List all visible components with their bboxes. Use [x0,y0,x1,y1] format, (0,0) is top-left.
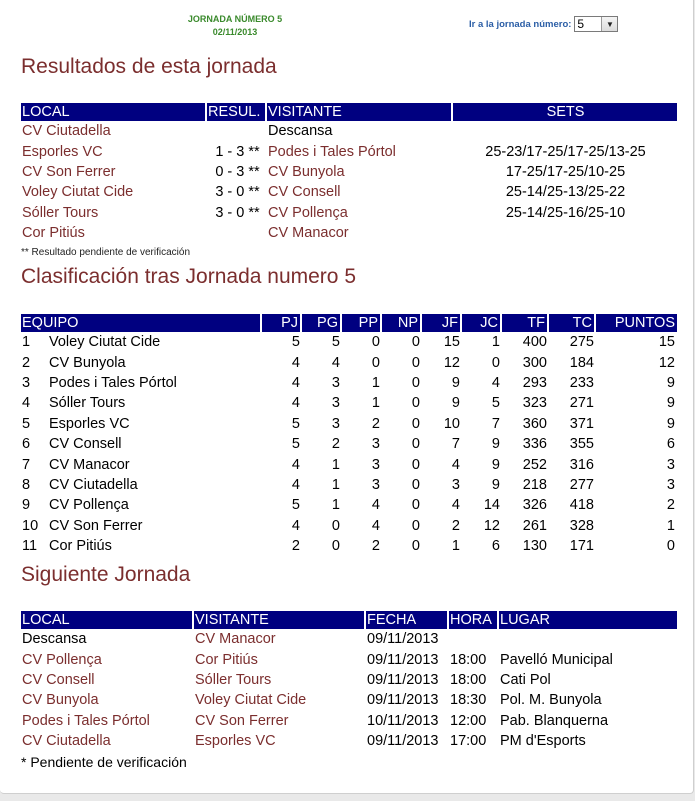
standings-row [21,536,677,556]
standing-position: 8 [22,476,31,493]
standing-tc: 233 [569,374,594,391]
standings-col-np: NP [382,314,422,332]
standing-tf: 400 [522,334,547,351]
standing-pg: 1 [331,456,340,473]
standings-row [21,454,677,474]
standing-pp: 1 [371,395,380,412]
next-time: 18:30 [450,692,487,709]
standing-np: 0 [411,517,420,534]
standing-position: 10 [22,517,39,534]
chevron-down-icon[interactable]: ▼ [601,17,617,31]
standing-team: CV Son Ferrer [49,517,143,534]
results-table [21,103,677,243]
standing-tc: 275 [569,334,594,351]
standings-row [21,516,677,536]
standing-pp: 4 [371,497,380,514]
standing-tf: 218 [522,476,547,493]
result-visitor-team-link[interactable]: CV Bunyola [268,163,345,180]
results-row [21,223,677,243]
standings-row [21,352,677,372]
standing-tf: 261 [522,517,547,534]
standing-position: 1 [22,334,31,351]
standing-pg: 3 [331,415,340,432]
standing-points: 9 [666,374,675,391]
standing-jf: 9 [451,374,460,391]
standing-jc: 0 [491,354,500,371]
next-place: PM d'Esports [500,733,586,750]
result-sets [453,121,677,141]
results-header-row [21,103,677,121]
standing-pg: 1 [331,476,340,493]
results-col-local: LOCAL [21,103,207,121]
standings-header-row [21,314,677,332]
next-row [21,690,677,710]
standing-tc: 271 [569,395,594,412]
standings-col-pj: PJ [262,314,302,332]
standing-jf: 12 [443,354,460,371]
standing-jf: 4 [451,497,460,514]
result-visitor-team-link[interactable]: CV Consell [268,184,341,201]
standing-np: 0 [411,395,420,412]
next-col-local: LOCAL [21,611,194,629]
next-row [21,731,677,751]
next-row [21,629,677,649]
standing-pg: 3 [331,374,340,391]
standings-title: Clasificación tras Jornada numero 5 [21,265,356,288]
standings-col-jc: JC [462,314,502,332]
standing-pj: 2 [291,538,300,555]
next-local-team-link[interactable]: CV Bunyola [22,692,99,709]
standing-points: 6 [666,436,675,453]
result-score: 3 - 0 ** [215,184,260,201]
standings-row [21,475,677,495]
next-time: 18:00 [450,651,487,668]
next-date: 10/11/2013 [367,712,439,729]
next-row [21,670,677,690]
next-header-row [21,611,677,629]
standing-position: 3 [22,374,31,391]
standing-np: 0 [411,538,420,555]
standing-tc: 371 [569,415,594,432]
standing-position: 11 [22,538,38,555]
next-col-date: FECHA [366,611,449,629]
result-visitor-text: Descansa [268,123,333,140]
standing-pg: 2 [331,436,340,453]
standing-pp: 3 [371,456,380,473]
standing-jc: 4 [491,374,500,391]
standing-tc: 277 [569,476,594,493]
next-time: 17:00 [450,733,487,750]
jornada-heading [150,13,320,39]
standing-tf: 323 [522,395,547,412]
standings-row [21,332,677,352]
standing-pj: 4 [291,354,300,371]
next-local-team-link[interactable]: CV Consell [22,671,95,688]
standing-pp: 1 [371,374,380,391]
standing-jc: 14 [483,497,500,514]
standing-np: 0 [411,374,420,391]
standing-pj: 4 [291,517,300,534]
standings-row [21,414,677,434]
standing-position: 6 [22,436,31,453]
jornada-date: 02/11/2013 [212,27,258,37]
next-time [449,629,499,649]
next-date: 09/11/2013 [367,692,439,709]
next-date: 09/11/2013 [367,631,439,648]
standing-jf: 7 [451,436,460,453]
result-score: 3 - 0 ** [215,204,260,221]
standing-pg: 1 [331,497,340,514]
standing-points: 3 [666,456,675,473]
results-row [21,203,677,223]
standing-pp: 3 [371,476,380,493]
standing-team: CV Manacor [49,456,130,473]
next-date: 09/11/2013 [367,733,439,750]
standing-tc: 328 [569,517,594,534]
standing-tf: 360 [522,415,547,432]
next-visitor-team-link[interactable]: CV Son Ferrer [195,712,289,729]
next-visitor-team-link[interactable]: Esporles VC [195,733,276,750]
results-col-sets: SETS [453,103,677,121]
next-local-text: Descansa [22,631,87,648]
standing-position: 9 [22,497,31,514]
result-sets: 17-25/17-25/10-25 [505,163,626,180]
results-col-result: RESUL. [207,103,267,121]
standing-pj: 4 [291,456,300,473]
result-visitor-team-link[interactable]: CV Pollença [268,204,348,221]
standing-tc: 355 [569,436,594,453]
result-sets: 25-14/25-13/25-22 [505,184,626,201]
results-title: Resultados de esta jornada [21,55,277,78]
standing-team: Sóller Tours [49,395,126,412]
standing-pj: 5 [291,497,300,514]
next-row [21,649,677,669]
jornada-select-value: 5 [577,17,585,31]
standing-jc: 5 [491,395,500,412]
standing-tf: 293 [522,374,547,391]
next-date: 09/11/2013 [367,651,439,668]
standing-points: 9 [666,395,675,412]
next-col-visitor: VISITANTE [194,611,366,629]
standing-tf: 326 [522,497,547,514]
result-visitor-team-link[interactable]: Podes i Tales Pórtol [268,143,396,160]
jornada-jump-label: Ir a la jornada número: [469,18,572,30]
standings-col-team: EQUIPO [21,314,262,332]
next-visitor-team-link[interactable]: Voley Ciutat Cide [195,692,307,709]
standing-pp: 4 [371,517,380,534]
standing-team: CV Pollença [49,497,129,514]
standing-points: 15 [658,334,675,351]
result-score: 0 - 3 ** [215,163,260,180]
standing-jc: 12 [483,517,500,534]
standing-tc: 171 [569,538,594,555]
standing-team: Podes i Tales Pórtol [49,374,177,391]
result-local-team-link[interactable]: CV Ciutadella [22,123,111,140]
standing-jf: 15 [443,334,460,351]
standings-col-tf: TF [502,314,549,332]
standing-jc: 7 [491,415,500,432]
standing-team: Voley Ciutat Cide [49,334,161,351]
standing-position: 4 [22,395,31,412]
standing-position: 5 [22,415,31,432]
next-place [499,629,677,649]
standings-table [21,314,677,556]
result-score [207,121,267,141]
standing-pj: 4 [291,476,300,493]
results-row [21,182,677,202]
standing-team: CV Consell [49,436,122,453]
result-score [207,223,267,243]
next-place: Pol. M. Bunyola [500,692,602,709]
standing-position: 7 [22,456,31,473]
standing-team: Esporles VC [49,415,130,432]
result-visitor-team-link[interactable]: CV Manacor [268,225,349,242]
result-local-team-link[interactable]: Cor Pitiús [22,225,85,242]
standing-pj: 4 [291,395,300,412]
standing-points: 0 [666,538,675,555]
results-row [21,162,677,182]
standing-jc: 9 [491,456,500,473]
next-local-team-link[interactable]: Podes i Tales Pórtol [22,712,150,729]
standing-jf: 10 [443,415,460,432]
next-table [21,611,677,751]
next-col-time: HORA [449,611,499,629]
standings-col-jf: JF [422,314,462,332]
jornada-number: JORNADA NÚMERO 5 [187,14,283,24]
standing-pj: 5 [291,415,300,432]
standings-col-pp: PP [342,314,382,332]
standings-row [21,393,677,413]
standing-np: 0 [411,476,420,493]
standings-row [21,495,677,515]
next-local-team-link[interactable]: CV Ciutadella [22,733,111,750]
jornada-jump [469,15,618,33]
standing-jf: 1 [451,538,460,555]
standing-tc: 184 [569,354,594,371]
standing-np: 0 [411,456,420,473]
result-sets [453,223,677,243]
result-score: 1 - 3 ** [215,143,260,160]
standing-tc: 418 [569,497,594,514]
jornada-select[interactable] [574,16,618,32]
standing-team: Cor Pitiús [49,538,112,555]
standing-points: 2 [666,497,675,514]
next-row [21,711,677,731]
results-row [21,121,677,141]
next-date: 09/11/2013 [367,671,439,688]
standing-pp: 0 [371,354,380,371]
standings-row [21,373,677,393]
standing-pj: 5 [291,436,300,453]
standing-tf: 252 [522,456,547,473]
standing-np: 0 [411,334,420,351]
result-sets: 25-23/17-25/17-25/13-25 [485,143,646,160]
results-note: ** Resultado pendiente de verificación [21,247,190,258]
standing-np: 0 [411,354,420,371]
standing-pg: 4 [331,354,340,371]
standing-jf: 4 [451,456,460,473]
standing-pj: 5 [291,334,300,351]
standing-pp: 2 [371,538,380,555]
next-visitor-team-link[interactable]: Cor Pitiús [195,651,258,668]
standing-points: 1 [666,517,675,534]
standing-np: 0 [411,497,420,514]
standing-np: 0 [411,436,420,453]
standing-pg: 0 [331,517,340,534]
standing-pg: 0 [331,538,340,555]
result-local-team-link[interactable]: Voley Ciutat Cide [22,184,134,201]
result-sets: 25-14/25-16/25-10 [505,204,626,221]
standing-tf: 336 [522,436,547,453]
next-col-place: LUGAR [499,611,677,629]
standing-jf: 2 [451,517,460,534]
standing-team: CV Bunyola [49,354,126,371]
next-time: 18:00 [450,671,487,688]
next-time: 12:00 [450,712,487,729]
standing-pp: 3 [371,436,380,453]
result-local-team-link[interactable]: CV Son Ferrer [22,163,116,180]
standing-position: 2 [22,354,31,371]
results-row [21,141,677,161]
next-place: Pab. Blanquerna [500,712,609,729]
next-visitor-team-link[interactable]: Sóller Tours [195,671,272,688]
next-note: * Pendiente de verificación [21,754,187,770]
standing-points: 12 [658,354,675,371]
standing-pp: 0 [371,334,380,351]
result-local-team-link[interactable]: Esporles VC [22,143,103,160]
standing-jc: 6 [491,538,500,555]
standing-tc: 316 [569,456,594,473]
standing-points: 9 [666,415,675,432]
standing-jc: 9 [491,476,500,493]
standing-np: 0 [411,415,420,432]
result-local-team-link[interactable]: Sóller Tours [22,204,99,221]
next-title: Siguiente Jornada [21,563,191,586]
standing-pp: 2 [371,415,380,432]
standing-jf: 3 [451,476,460,493]
standings-col-points: PUNTOS [596,314,677,332]
next-local-team-link[interactable]: CV Pollença [22,651,102,668]
standing-pg: 3 [331,395,340,412]
standings-row [21,434,677,454]
standing-points: 3 [666,476,675,493]
standing-pj: 4 [291,374,300,391]
standing-tf: 130 [522,538,547,555]
next-place: Pavelló Municipal [500,651,613,668]
standings-col-pg: PG [302,314,342,332]
standings-col-tc: TC [549,314,596,332]
standing-jc: 1 [491,334,500,351]
standing-tf: 300 [522,354,547,371]
standing-pg: 5 [331,334,340,351]
standing-jf: 9 [451,395,460,412]
results-col-visitor: VISITANTE [267,103,453,121]
next-place: Cati Pol [500,671,551,688]
standing-jc: 9 [491,436,500,453]
next-visitor-team-link[interactable]: CV Manacor [195,631,276,648]
standing-team: CV Ciutadella [49,476,138,493]
